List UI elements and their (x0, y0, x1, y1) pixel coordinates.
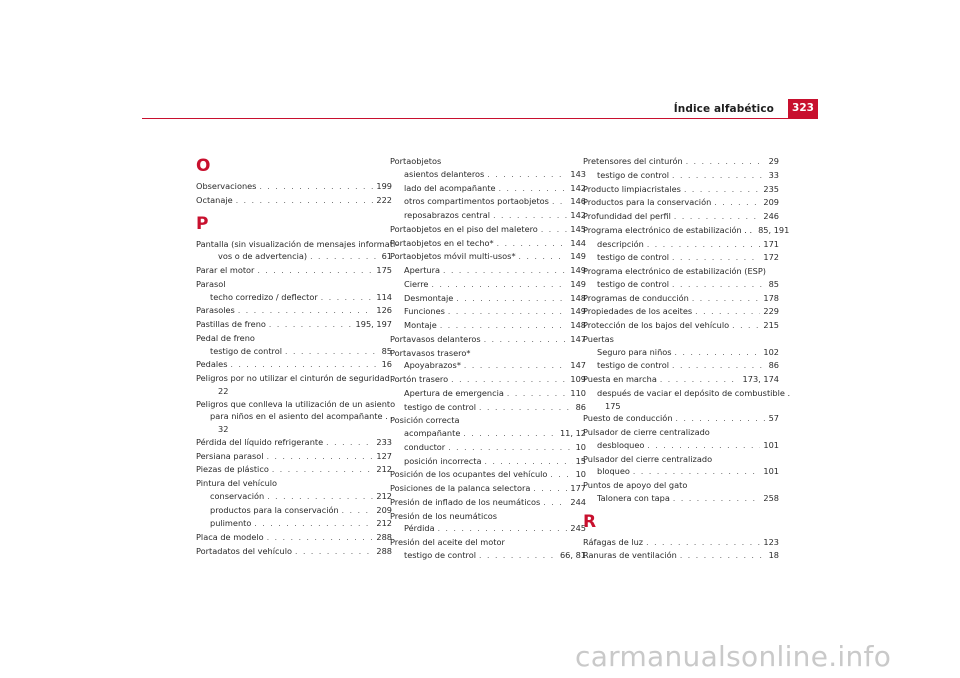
index-entry: Pastillas de freno . . . 195, 197 (196, 318, 392, 332)
index-subentry: después de vaciar el depósito de combustible . (597, 387, 791, 398)
index-subentry: testigo de control . . . 66, 81 (390, 549, 586, 563)
index-entry: Pulsador del cierre centralizado (583, 453, 713, 464)
index-entry: Puertas (583, 333, 614, 344)
header-divider (142, 118, 818, 119)
index-entry: Pantalla (sin visualización de mensajes informati- (196, 238, 399, 249)
index-entry: Parasoles . . . 126 (196, 304, 392, 318)
index-subentry: bloqueo . . . 101 (583, 465, 779, 479)
index-entry: Observaciones . . . 199 (196, 180, 392, 194)
index-entry: Persiana parasol . . . 127 (196, 450, 392, 464)
index-column-1 (196, 150, 401, 559)
index-entry-continuation: para niños en el asiento del acompañante . . (210, 411, 393, 422)
watermark: carmanualsonline.info (575, 640, 892, 673)
index-subentry: acompañante . . . 11, 12 (390, 427, 586, 441)
index-entry: Posición correcta (390, 415, 460, 426)
index-subentry: reposabrazos central . . . 142 (390, 209, 586, 223)
index-entry: Puesto de conducción . . . 57 (583, 412, 779, 426)
index-entry: Programa electrónico de estabilización (ESP) (583, 266, 766, 276)
index-entry: Pulsador de cierre centralizado (583, 427, 710, 437)
index-entry: Ranuras de ventilación . . . 18 (583, 549, 779, 563)
index-subentry: testigo de control . . . 86 (583, 359, 779, 373)
index-subentry: Apoyabrazos* . . . 147 (390, 359, 586, 373)
index-entry: Presión de inflado de los neumáticos . . . 244 (390, 496, 586, 510)
index-entry: Portón trasero . . . 109 (390, 373, 586, 387)
index-entry: Pretensores del cinturón . . . 29 (583, 155, 779, 169)
index-entry: Protección de los bajos del vehículo . . . 215 (583, 319, 779, 333)
index-entry: Posición de los ocupantes del vehículo . . . 10 (390, 468, 586, 482)
index-subentry: asientos delanteros . . . 143 (390, 168, 586, 182)
index-entry-continuation: 32 (218, 424, 229, 434)
index-entry: Portadatos del vehículo . . . 288 (196, 545, 392, 559)
index-entry-continuation: vos o de advertencia) . . . 61 (196, 250, 392, 264)
page-number-badge: 323 (788, 99, 818, 118)
index-subentry: Apertura de emergencia . . . 110 (390, 387, 586, 401)
index-entry: Pérdida del líquido refrigerante . . . 233 (196, 436, 392, 450)
index-subentry: testigo de control . . . 85 (196, 345, 392, 359)
index-entry-continuation: 175 (605, 400, 621, 411)
index-subentry: desbloqueo . . . 101 (583, 439, 779, 453)
index-entry: Portaobjetos en el techo* . . . 144 (390, 237, 586, 251)
index-subentry: Cierre . . . 149 (390, 278, 586, 292)
index-subentry: Talonera con tapa . . . 258 (583, 492, 779, 506)
index-entry: Puntos de apoyo del gato (583, 480, 688, 490)
index-subentry: Desmontaje . . . 148 (390, 292, 586, 306)
index-subentry: productos para la conservación . . . 209 (196, 504, 392, 518)
index-entry: Placa de modelo . . . 288 (196, 531, 392, 545)
index-entry: Portaobjetos móvil multi-usos* . . . 149 (390, 250, 586, 264)
index-subentry: testigo de control . . . 86 (390, 401, 586, 415)
index-subentry: descripción . . . 171 (583, 238, 779, 252)
index-entry: Pintura del vehículo (196, 478, 278, 488)
index-subentry: conservación . . . 212 (196, 490, 392, 504)
index-subentry: Pérdida . . . 245 (390, 522, 586, 536)
index-entry: Octanaje . . . 222 (196, 194, 392, 208)
index-entry: Peligros por no utilizar el cinturón de seguridad . . (196, 373, 401, 383)
section-letter-o: O (196, 156, 211, 176)
section-letter-r: R (583, 511, 597, 532)
index-subentry: testigo de control . . . 172 (583, 251, 779, 265)
index-entry: Peligros que conlleva la utilización de un asiento (196, 398, 396, 409)
index-subentry: otros compartimentos portaobjetos . . . 146 (390, 195, 586, 209)
index-subentry: testigo de control . . . 33 (583, 169, 779, 183)
index-subentry: techo corredizo / deflector . . . 114 (196, 291, 392, 305)
index-entry: Portavasos trasero* (390, 347, 471, 358)
index-subentry: lado del acompañante . . . 142 (390, 182, 586, 196)
index-entry: Presión del aceite del motor (390, 537, 505, 547)
index-column-3 (583, 155, 791, 563)
index-entry: Puesta en marcha . . . 173, 174 (583, 373, 779, 387)
index-entry: Producto limpiacristales . . . 235 (583, 183, 779, 197)
index-subentry: conductor . . . 10 (390, 441, 586, 455)
index-subentry: Apertura . . . 149 (390, 264, 586, 278)
index-entry: Portaobjetos (390, 156, 442, 166)
index-entry: Propiedades de los aceites . . . 229 (583, 305, 779, 319)
index-entry: Portavasos delanteros . . . 147 (390, 333, 586, 347)
index-entry: Programas de conducción . . . 178 (583, 292, 779, 306)
index-subentry: Seguro para niños . . . 102 (583, 346, 779, 360)
index-entry: Ráfagas de luz . . . 123 (583, 536, 779, 550)
index-entry: Posiciones de la palanca selectora . . . 177 (390, 482, 586, 496)
index-entry: Portaobjetos en el piso del maletero . . . 145 (390, 223, 586, 237)
index-subentry: Montaje . . . 148 (390, 319, 586, 333)
index-entry: Profundidad del perfil . . . 246 (583, 210, 779, 224)
index-subentry: testigo de control . . . 85 (583, 278, 779, 292)
index-subentry: Funciones . . . 149 (390, 305, 586, 319)
index-column-2 (390, 155, 586, 563)
index-entry: Pedales . . . 16 (196, 358, 392, 372)
index-entry-continuation: 22 (218, 385, 229, 396)
index-entry: Programa electrónico de estabilización . . 85, 191 (583, 224, 790, 235)
index-subentry: pulimento . . . 212 (196, 517, 392, 531)
index-entry: Presión de los neumáticos (390, 510, 498, 521)
index-entry: Parar el motor . . . 175 (196, 264, 392, 278)
page-header-title: Índice alfabético (673, 103, 774, 115)
index-subentry: posición incorrecta . . . 15 (390, 455, 586, 469)
index-entry: Parasol (196, 278, 226, 289)
section-letter-p: P (196, 213, 209, 234)
index-entry: Productos para la conservación . . . 209 (583, 196, 779, 210)
index-entry: Piezas de plástico . . . 212 (196, 463, 392, 477)
index-entry: Pedal de freno (196, 332, 255, 343)
